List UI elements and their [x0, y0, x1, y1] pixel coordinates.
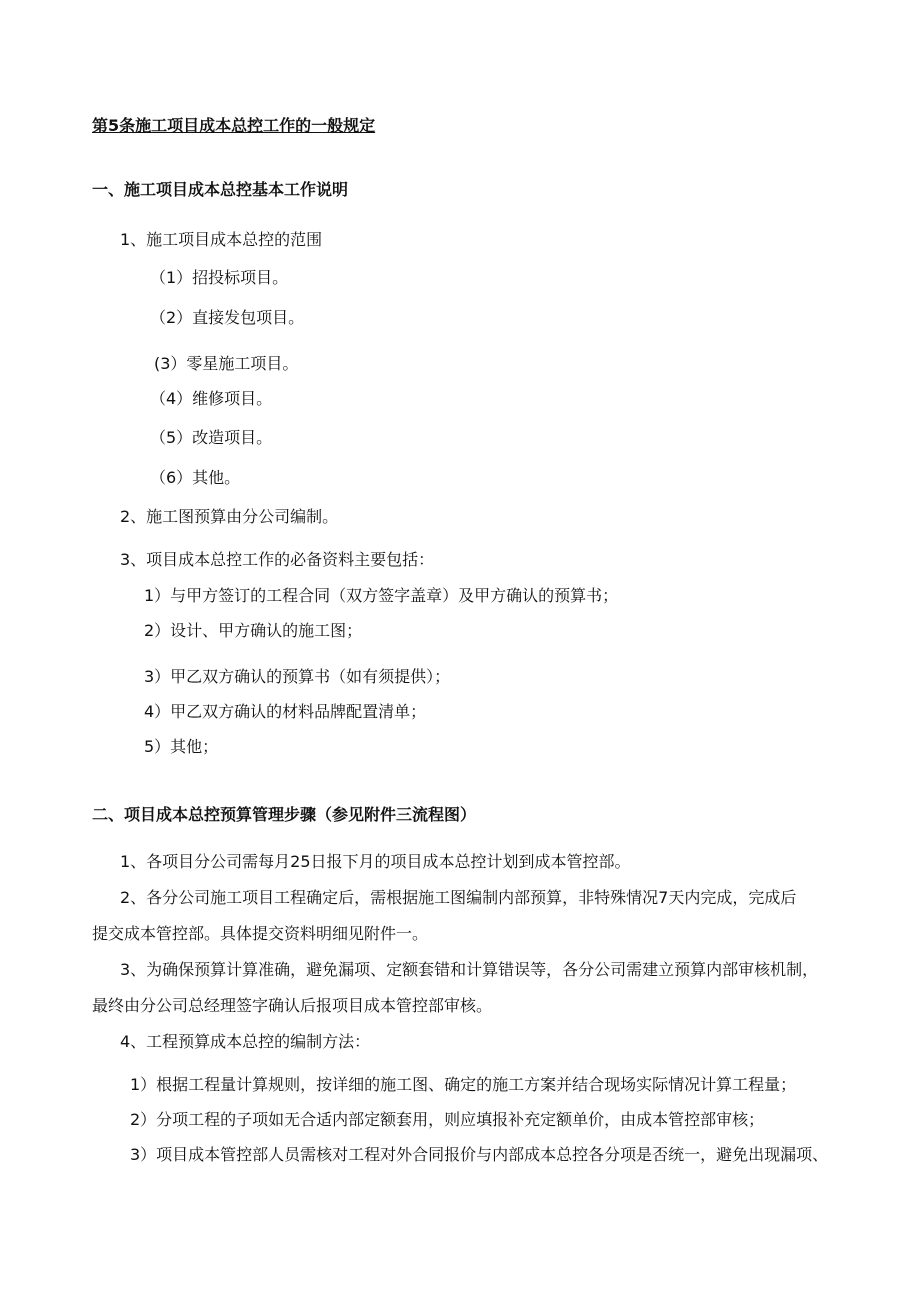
- sub-item-1-4: （4）维修项目。: [150, 389, 273, 408]
- paragraph-1: 1、各项目分公司需每月25日报下月的项目成本总控计划到成本管控部。: [120, 852, 631, 871]
- sub-item-1-1: （1）招投标项目。: [150, 268, 289, 287]
- paragraph-4: 4、工程预算成本总控的编制方法：: [120, 1032, 371, 1051]
- section-heading-1: 一、施工项目成本总控基本工作说明: [92, 180, 349, 199]
- section-heading-2: 二、项目成本总控预算管理步骤（参见附件三流程图）: [92, 805, 477, 824]
- sub-item-3-4: 4）甲乙双方确认的材料品牌配置清单；: [144, 702, 427, 721]
- sub-item-3-5: 5）其他；: [144, 737, 219, 756]
- sub-item-1-2: （2）直接发包项目。: [150, 308, 305, 327]
- sub-item-4-1: 1）根据工程量计算规则，按详细的施工图、确定的施工方案并结合现场实际情况计算工程量；: [130, 1075, 797, 1094]
- sub-item-3-2: 2）设计、甲方确认的施工图；: [144, 621, 363, 640]
- sub-item-3-1: 1）与甲方签订的工程合同（双方签字盖章）及甲方确认的预算书；: [144, 586, 619, 605]
- list-item-3: 3、项目成本总控工作的必备资料主要包括：: [120, 550, 435, 569]
- sub-item-4-2: 2）分项工程的子项如无合适内部定额套用，则应填报补充定额单价，由成本管控部审核；: [130, 1110, 765, 1129]
- list-item-1: 1、施工项目成本总控的范围: [120, 230, 323, 249]
- sub-item-1-6: （6）其他。: [150, 468, 241, 487]
- paragraph-3-line-1: 3、为确保预算计算准确，避免漏项、定额套错和计算错误等，各分公司需建立预算内部审核机制，: [120, 960, 819, 979]
- paragraph-2-line-1: 2、各分公司施工项目工程确定后，需根据施工图编制内部预算，非特殊情况7天内完成，完成后: [120, 888, 797, 907]
- sub-item-1-5: （5）改造项目。: [150, 428, 273, 447]
- sub-item-4-3: 3）项目成本管控部人员需核对工程对外合同报价与内部成本总控各分项是否统一，避免出现漏项、: [130, 1145, 829, 1164]
- sub-item-1-3: (3）零星施工项目。: [154, 354, 299, 373]
- sub-item-3-3: 3）甲乙双方确认的预算书（如有须提供）；: [144, 667, 451, 686]
- document-title: 第5条施工项目成本总控工作的一般规定: [92, 116, 376, 135]
- paragraph-3-line-2: 最终由分公司总经理签字确认后报项目成本管控部审核。: [92, 996, 493, 1015]
- list-item-2: 2、施工图预算由分公司编制。: [120, 507, 339, 526]
- paragraph-2-line-2: 提交成本管控部。具体提交资料明细见附件一。: [92, 924, 429, 943]
